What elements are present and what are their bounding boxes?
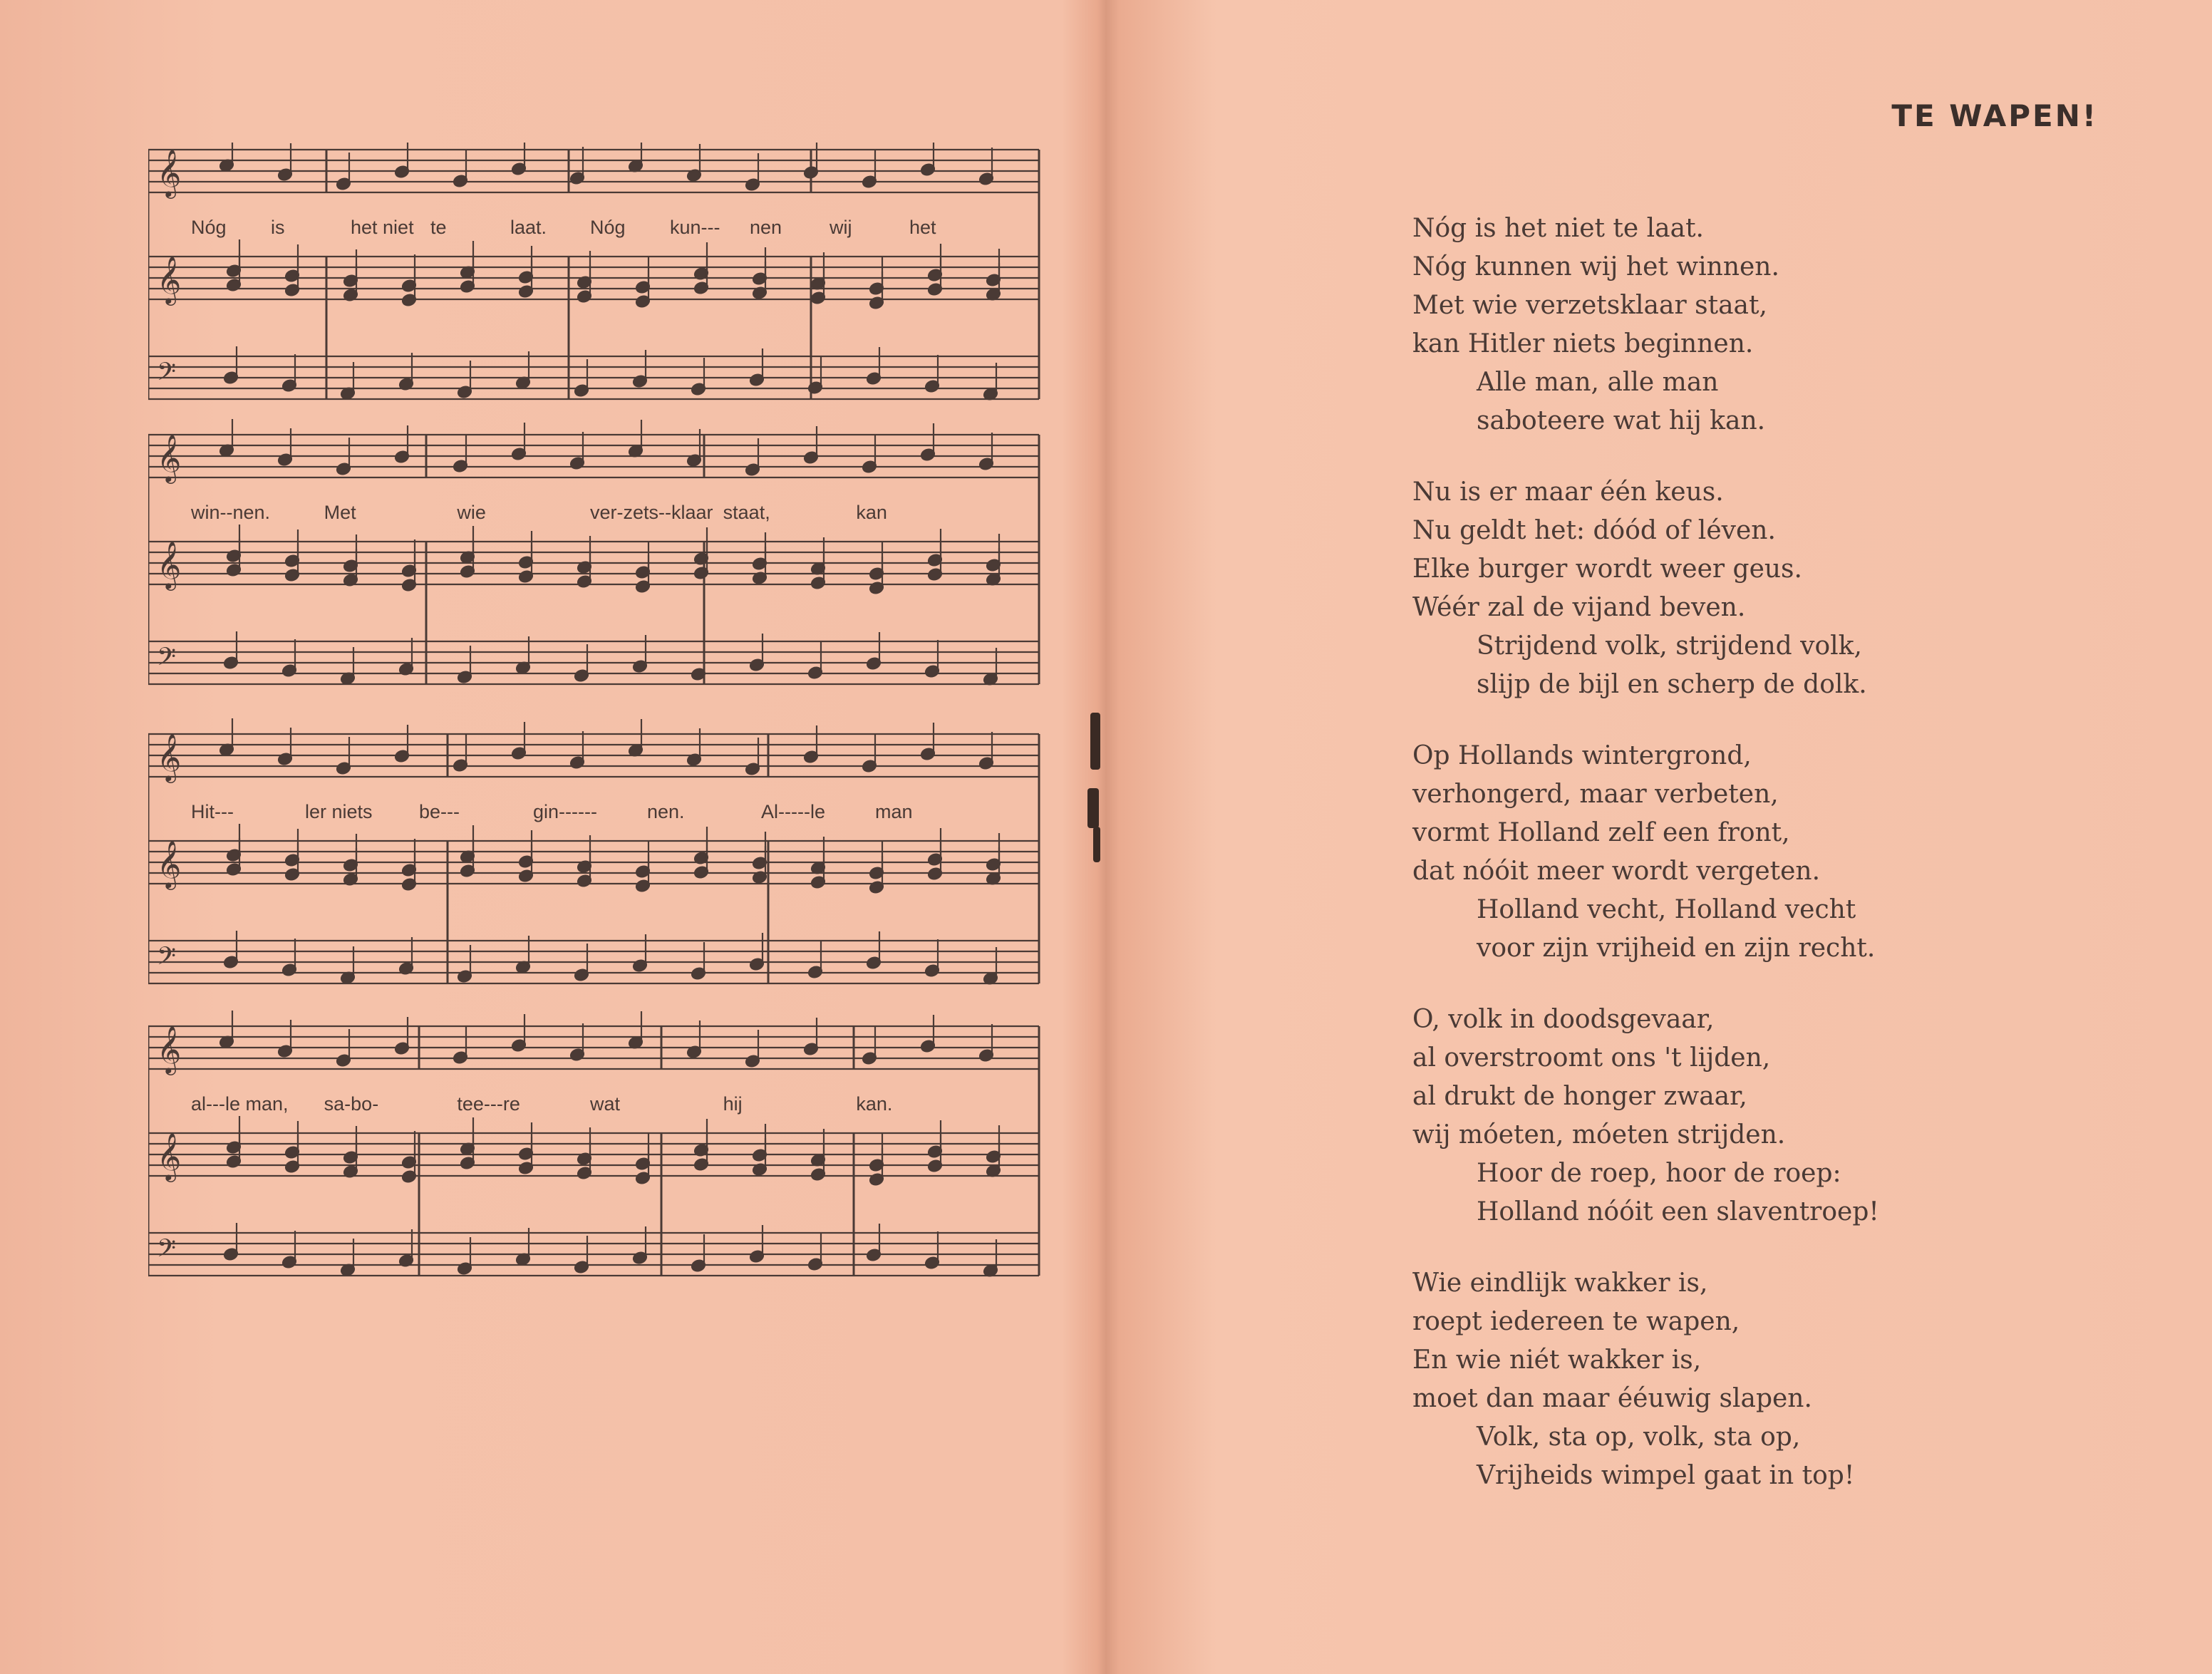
lyric-syllable: win--nen. <box>191 502 271 523</box>
treble-clef-icon: 𝄞 <box>157 1132 182 1180</box>
treble-clef-icon: 𝄞 <box>157 255 182 304</box>
lyric-syllable: ver-zets--klaar <box>590 502 713 523</box>
verse-line: Wie eindlijk wakker is, <box>1412 1269 1708 1298</box>
verse-line: Nóg is het niet te laat. <box>1412 214 1704 243</box>
left-page <box>0 0 1097 1674</box>
refrain-line: Holland nóóit een slaventroep! <box>1477 1197 1879 1226</box>
verse-line: Nu is er maar één keus. <box>1412 477 1724 507</box>
lyric-syllable: Hit--- <box>191 801 234 822</box>
lyric-syllable: al---le man, <box>191 1093 289 1115</box>
refrain-line: Volk, sta op, volk, sta op, <box>1477 1422 1801 1452</box>
lyric-syllable: te <box>430 217 447 238</box>
lyric-syllable: gin------ <box>533 801 597 822</box>
refrain-line: slijp de bijl en scherp de dolk. <box>1477 670 1867 699</box>
lyric-syllable: Nóg <box>590 217 626 238</box>
treble-clef-icon: 𝄞 <box>157 1025 182 1073</box>
verse-line: verhongerd, maar verbeten, <box>1412 780 1779 809</box>
verse-line: En wie niét wakker is, <box>1412 1345 1702 1375</box>
stanza <box>1412 737 2054 968</box>
lyric-syllable: kan. <box>856 1093 893 1115</box>
lyric-syllable: wij <box>830 217 852 238</box>
lyric-syllable: laat. <box>510 217 547 238</box>
poem-text <box>1412 210 2054 1528</box>
refrain-line: Holland vecht, Holland vecht <box>1477 895 1856 924</box>
bass-clef-icon: 𝄢 <box>157 941 177 976</box>
lyric-syllable: sa-bo- <box>324 1093 379 1115</box>
verse-line: Met wie verzetsklaar staat, <box>1412 291 1767 320</box>
verse-line: moet dan maar ééuwig slapen. <box>1412 1384 1812 1413</box>
lyric-syllable: kun--- <box>670 217 720 238</box>
binding-tear <box>1087 788 1099 828</box>
refrain-line: voor zijn vrijheid en zijn recht. <box>1477 934 1876 963</box>
lyric-syllable: staat, <box>723 502 770 523</box>
refrain-line: Alle man, alle man <box>1477 368 1719 397</box>
stanza <box>1412 473 2054 704</box>
verse-line: Op Hollands wintergrond, <box>1412 741 1752 770</box>
lyric-syllable: is <box>271 217 285 238</box>
refrain-line: Hoor de roep, hoor de roep: <box>1477 1159 1841 1188</box>
bass-clef-icon: 𝄢 <box>157 357 177 392</box>
treble-clef-icon: 𝄞 <box>157 733 182 781</box>
lyric-syllable: het niet <box>351 217 414 238</box>
lyric-syllable: het <box>909 217 936 238</box>
lyric-syllable: hij <box>723 1093 743 1115</box>
lyric-syllable: man <box>875 801 913 822</box>
lyric-syllable: Al-----le <box>761 801 825 822</box>
lyric-syllable: nen. <box>647 801 685 822</box>
refrain-line: saboteere wat hij kan. <box>1477 406 1766 435</box>
verse-line: Wéér zal de vijand beven. <box>1412 593 1746 622</box>
binding-tear <box>1093 827 1100 862</box>
song-title: TE WAPEN! <box>1891 98 2098 133</box>
lyric-syllable: ler niets <box>305 801 373 822</box>
verse-line: Nu geldt het: dóód of léven. <box>1412 516 1776 545</box>
verse-line: O, volk in doodsgevaar, <box>1412 1005 1715 1034</box>
refrain-line: Strijdend volk, strijdend volk, <box>1477 631 1862 661</box>
lyric-syllable: tee---re <box>457 1093 520 1115</box>
treble-clef-icon: 𝄞 <box>157 839 182 888</box>
stanza <box>1412 210 2054 440</box>
verse-line: al overstroomt ons 't lijden, <box>1412 1043 1771 1073</box>
verse-line: roept iedereen te wapen, <box>1412 1307 1740 1336</box>
verse-line: vormt Holland zelf een front, <box>1412 818 1790 847</box>
lyric-syllable: be--- <box>419 801 460 822</box>
sheet-music <box>148 143 1046 1297</box>
verse-line: al drukt de honger zwaar, <box>1412 1082 1747 1111</box>
bass-clef-icon: 𝄢 <box>157 1234 177 1269</box>
lyric-syllable: wie <box>457 502 486 523</box>
lyric-syllable: nen <box>750 217 782 238</box>
stanza <box>1412 1264 2054 1495</box>
lyric-syllable: wat <box>590 1093 621 1115</box>
verse-line: Nóg kunnen wij het winnen. <box>1412 252 1779 281</box>
treble-clef-icon: 𝄞 <box>157 540 182 589</box>
lyric-syllable: Met <box>324 502 356 523</box>
refrain-line: Vrijheids wimpel gaat in top! <box>1477 1461 1855 1490</box>
treble-clef-icon: 𝄞 <box>157 148 182 197</box>
verse-line: wij móeten, móeten strijden. <box>1412 1120 1786 1149</box>
verse-line: dat nóóit meer wordt vergeten. <box>1412 857 1821 886</box>
lyric-syllable: kan <box>856 502 887 523</box>
bass-clef-icon: 𝄢 <box>157 642 177 677</box>
treble-clef-icon: 𝄞 <box>157 433 182 482</box>
lyric-syllable: Nóg <box>191 217 227 238</box>
verse-line: Elke burger wordt weer geus. <box>1412 554 1802 584</box>
stanza <box>1412 1001 2054 1231</box>
verse-line: kan Hitler niets beginnen. <box>1412 329 1754 358</box>
binding-tear <box>1090 713 1100 770</box>
